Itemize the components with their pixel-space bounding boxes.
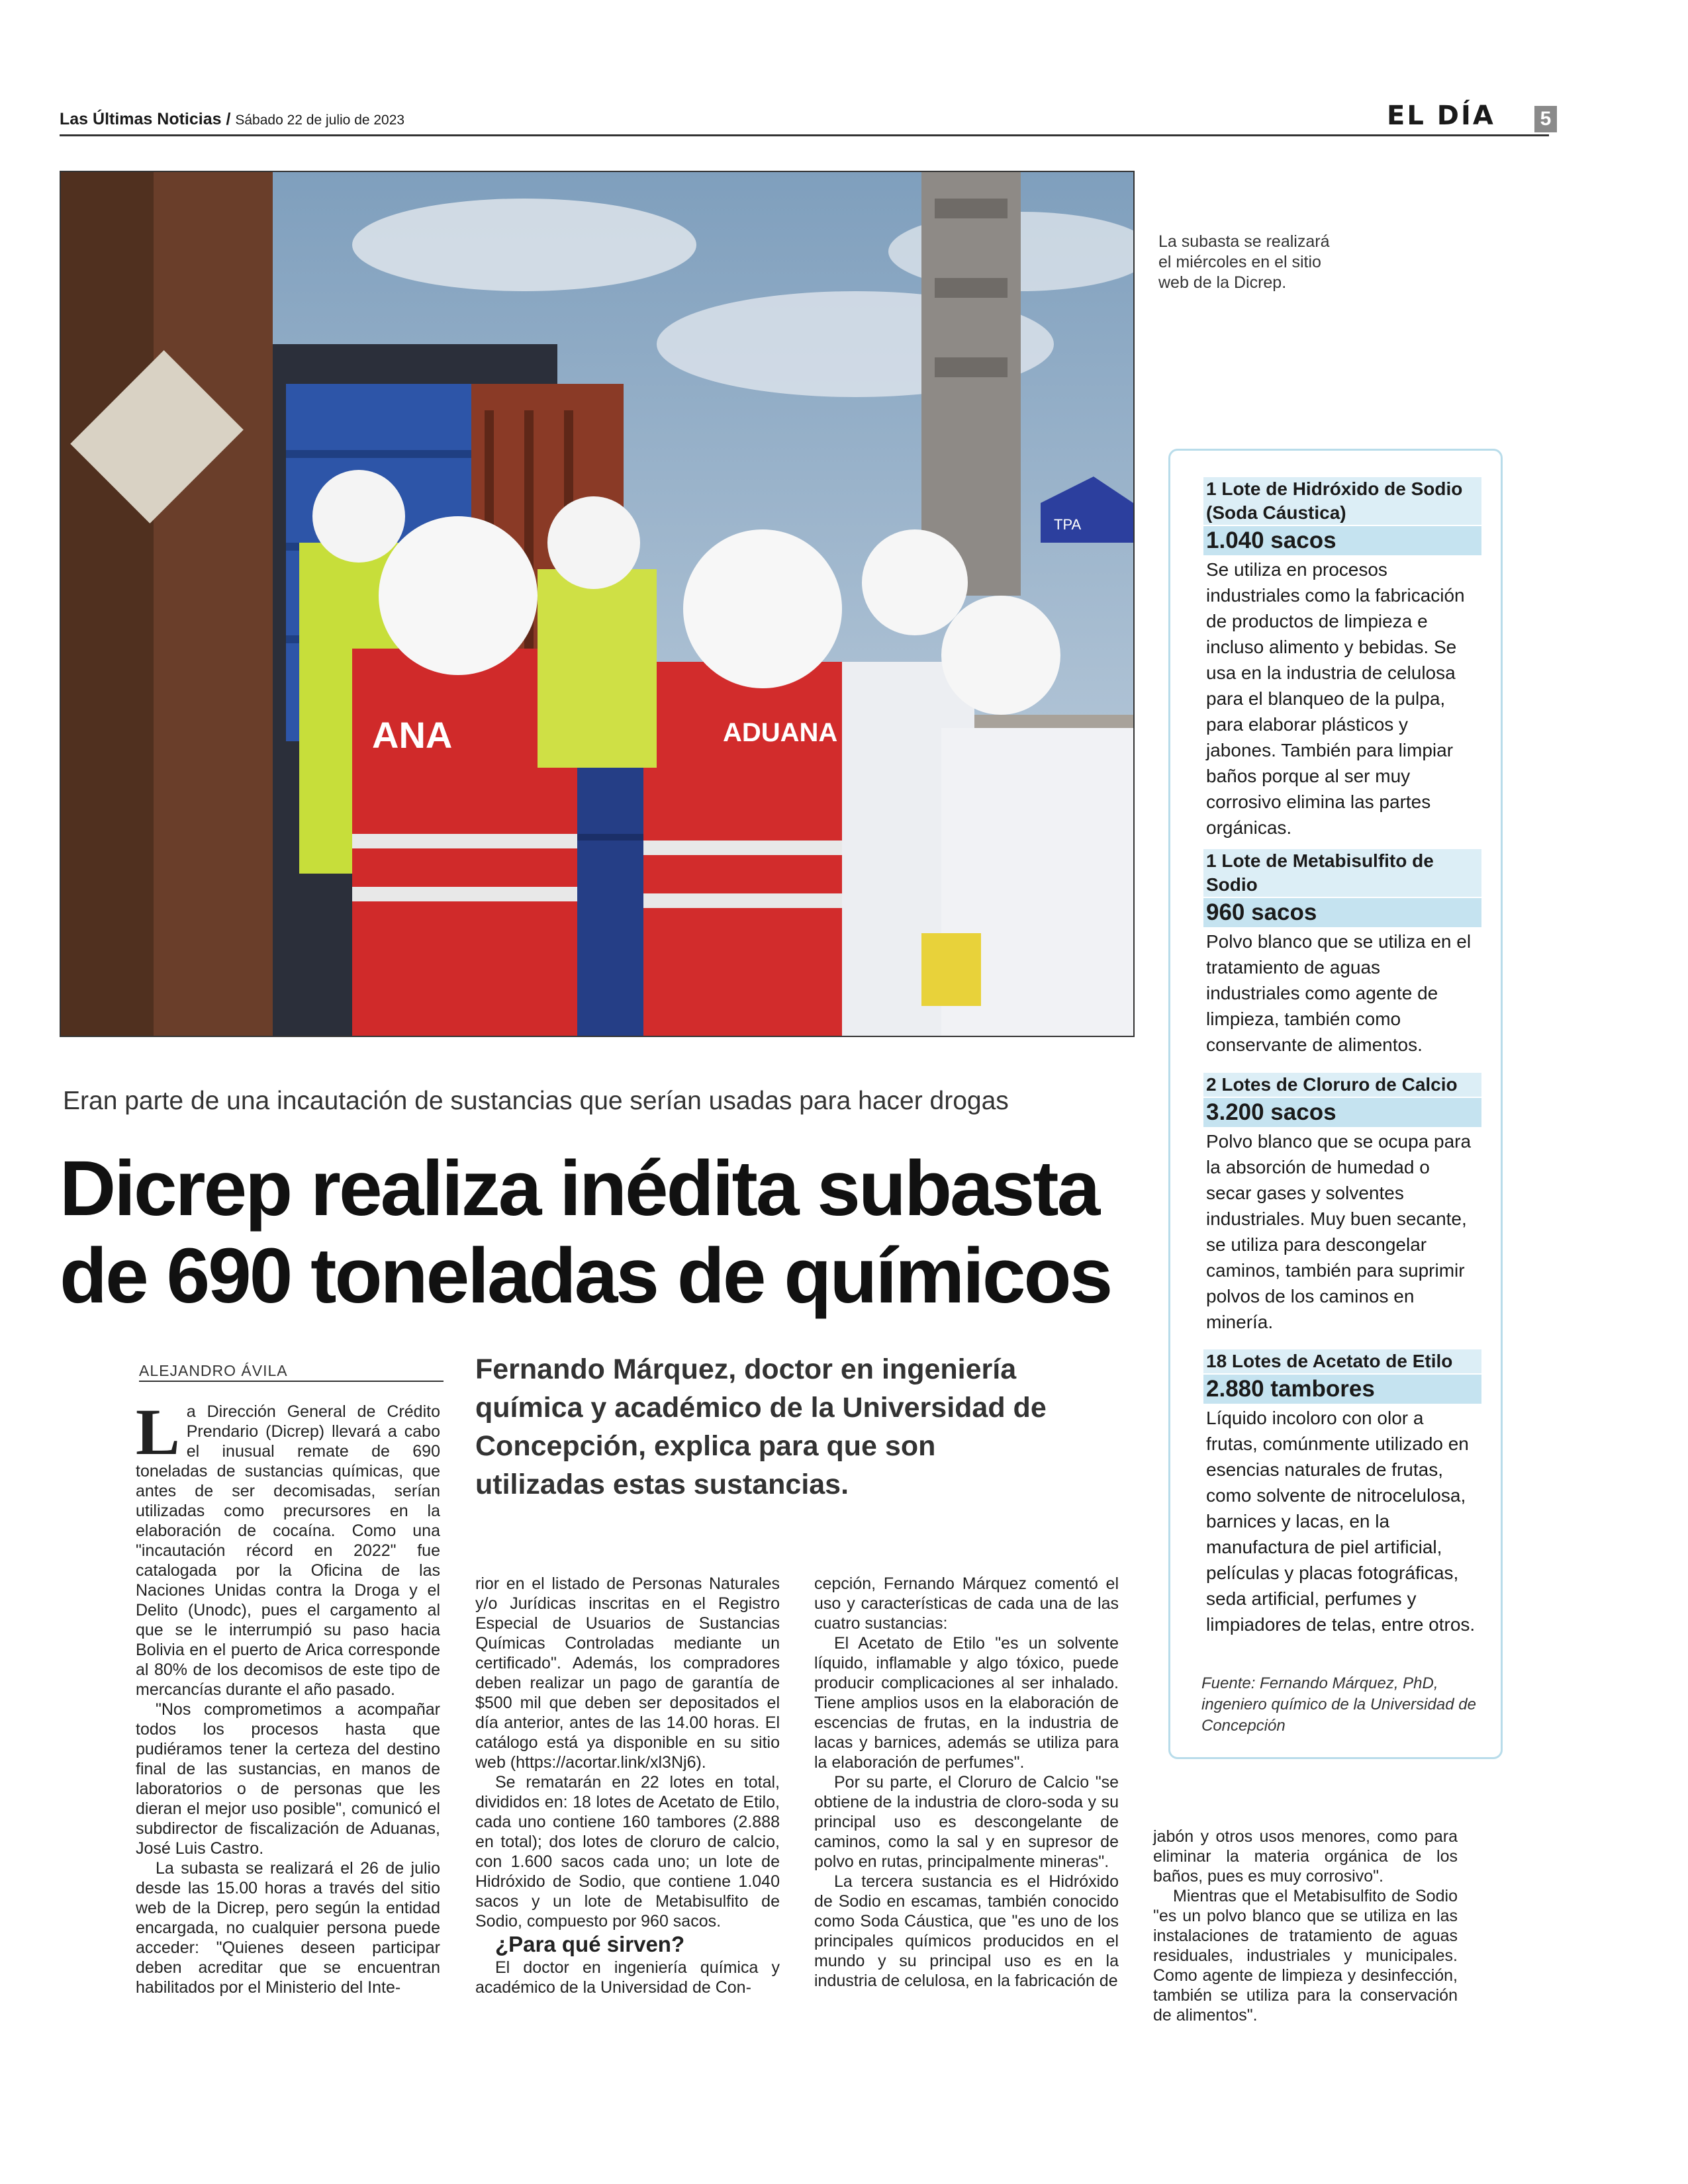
infobox-item-title: 1 Lote de Hidróxido de Sodio (Soda Cáustica) xyxy=(1203,477,1481,525)
vest-label-left: ANA xyxy=(372,714,453,756)
infobox-item-calcium-chloride xyxy=(1203,1073,1481,1335)
drop-cap: L xyxy=(136,1395,180,1469)
byline-rule xyxy=(139,1381,444,1382)
body-column-1 xyxy=(136,1395,440,1997)
body-paragraph: "Nos comprometimos a acompañar todos los procesos hasta que pudiéramos tener la certeza del destino final de las sustancias, en manos de laboratorios o de personas que les dieran el mejor uso posible", comunicó el subdirector de fiscalización de Aduanas, José Luis Castro. xyxy=(136,1700,440,1858)
body-paragraph: Mientras que el Metabisulfito de Sodio "es un polvo blanco que se utiliza en las instalaciones de tratamiento de aguas residuales, industriales y municipales. Como agente de limpieza y desinfección, también se utiliza para la conservación de alimentos". xyxy=(1153,1887,1458,2025)
issue-date: Sábado 22 de julio de 2023 xyxy=(235,113,405,128)
section-name: EL DÍA xyxy=(1387,101,1495,131)
body-paragraph: La subasta se realizará el 26 de julio desde las 15.00 horas a través del sitio web de la Dicrep, pero según la entidad encargada, no cualquier persona puede acceder: "Quienes deseen participar deben acreditar que se encuentran habilitados por el Ministerio del Inte- xyxy=(136,1859,440,1997)
infobox-item-title: 18 Lotes de Acetato de Etilo xyxy=(1203,1349,1481,1373)
infobox-source: Fuente: Fernando Márquez, PhD, ingeniero químico de la Universidad de Concepción xyxy=(1201,1674,1476,1735)
masthead xyxy=(60,110,404,129)
body-paragraph: Por su parte, el Cloruro de Calcio "se obtiene de la industria de cloro-soda y su principal uso es descongelante de caminos, como la sal y en supresor de polvo en rutas, principalmente mineras". xyxy=(814,1773,1119,1871)
headline-line-1: Dicrep realiza inédita subasta xyxy=(60,1145,1099,1232)
infobox-item-count: 3.200 sacos xyxy=(1203,1098,1481,1127)
body-column-2 xyxy=(475,1574,780,1997)
infobox-item-text: Líquido incoloro con olor a frutas, comúnmente utilizado en esencias naturales de frutas, como solvente de nitrocelulosa, barnices y lacas, en la manufactura de piel artificial, películas y placas fotográficas, seda artificial, perfumes y limpiadores de telas, entre otros. xyxy=(1206,1408,1476,1635)
body-paragraph: La Dirección General de Crédito Prendario (Dicrep) llevará a cabo el inusual remate de 690 toneladas de sustancias químicas, que antes de ser decomisadas, serían utilizadas como precursores en la elaboración de cocaína. Como una "incautación récord en 2022" fue catalogada por la Oficina de las Naciones Unidas contra la Droga y el Delito (Unodc), pues el cargamento al que se le interrumpió su paso hacia Bolivia en el puerto de Arica corresponde al 80% de los decomisos de este tipo de mercancías durante el año pasado. xyxy=(136,1395,440,1699)
article-photo xyxy=(60,171,1135,1037)
article-kicker: Eran parte de una incautación de sustancias que serían usadas para hacer drogas xyxy=(63,1087,1009,1115)
tent-logo: TPA xyxy=(1054,516,1082,533)
infobox-item-text: Se utiliza en procesos industriales como la fabricación de productos de limpieza e incluso alimento y bebidas. Se usa en la industria de celulosa para el blanqueo de la pulpa, para elaborar plásticos y jabones. También para limpiar baños porque al ser muy corrosivo elimina las partes orgánicas. xyxy=(1206,559,1465,838)
header-separator: / xyxy=(221,110,236,128)
header-rule xyxy=(60,134,1549,136)
photo-illustration xyxy=(61,172,1133,1036)
body-column-4 xyxy=(1153,1827,1458,2025)
body-paragraph: La tercera sustancia es el Hidróxido de Sodio en escamas, también conocido como Soda Cáustica, que "es uno de los principales químicos producidos en el mundo y su principal uso es en la industria de celulosa, en la fabricación de xyxy=(814,1872,1119,1990)
body-paragraph: El doctor en ingeniería química y académico de la Universidad de Con- xyxy=(475,1958,780,1997)
article-headline xyxy=(60,1145,1152,1320)
infobox-item-count: 1.040 sacos xyxy=(1203,526,1481,555)
infobox-item-title: 1 Lote de Metabisulfito de Sodio xyxy=(1203,849,1481,897)
photo-caption: La subasta se realizará el miércoles en el sitio web de la Dicrep. xyxy=(1158,232,1330,292)
body-paragraph: El Acetato de Etilo "es un solvente líquido, inflamable y algo tóxico, puede producir complicaciones al ser inhalado. Tiene amplios usos en la elaboración de escencias de frutas, en la industria de lacas y barnices, además se utiliza para la elaboración de perfumes". xyxy=(814,1634,1119,1772)
page-number: 5 xyxy=(1534,106,1557,132)
infobox-item-sodium-hydroxide xyxy=(1203,477,1481,841)
substances-infobox xyxy=(1168,449,1503,1759)
paper-name: Las Últimas Noticias xyxy=(60,110,222,128)
vest-label-right: ADUANA xyxy=(723,718,838,747)
body-paragraph: cepción, Fernando Márquez comentó el uso y características de cada una de las cuatro sustancias: xyxy=(814,1574,1119,1633)
infobox-item-text: Polvo blanco que se ocupa para la absorción de humedad o secar gases y solventes industriales. Muy buen secante, se utiliza para descongelar caminos, también para suprimir polvos de los caminos en minería. xyxy=(1206,1131,1472,1332)
infobox-item-title: 2 Lotes de Cloruro de Calcio xyxy=(1203,1073,1481,1097)
infobox-item-count: 960 sacos xyxy=(1203,898,1481,927)
byline: ALEJANDRO ÁVILA xyxy=(139,1362,288,1379)
section-subhead: ¿Para qué sirven? xyxy=(495,1932,685,1956)
lead-paragraph: Fernando Márquez, doctor en ingeniería química y académico de la Universidad de Concepción, explica para que son utilizadas estas sustancias. xyxy=(475,1353,1047,1500)
body-paragraph: rior en el listado de Personas Naturales y/o Jurídicas inscritas en el Registro Especial de Usuarios de Sustancias Químicas Controladas mediante un certificado". Además, los compradores deben realizar un pago de garantía de $500 mil que deben ser depositados el día anterior, antes de las 14.00 horas. El catálogo está ya disponible en su sitio web (https://acortar.link/xl3Nj6). xyxy=(475,1574,780,1772)
body-column-3 xyxy=(814,1574,1119,1991)
body-paragraph: Se rematarán en 22 lotes en total, divididos en: 18 lotes de Acetato de Etilo, cada uno contiene 160 tambores (2.888 en total); dos lotes de cloruro de calcio, con 1.600 sacos cada uno; un lote de Hidróxido de Sodio, que contiene 1.040 sacos y un lote de Metabisulfito de Sodio, compuesto por 960 sacos. xyxy=(475,1773,780,1931)
infobox-item-text: Polvo blanco que se utiliza en el tratamiento de aguas industriales como agente de limpieza, también como conservante de alimentos. xyxy=(1206,931,1472,1055)
infobox-item-ethyl-acetate xyxy=(1203,1349,1481,1637)
body-paragraph: jabón y otros usos menores, como para eliminar la materia orgánica de los baños, pues es muy corrosivo". xyxy=(1153,1827,1458,1886)
infobox-item-sodium-metabisulfite xyxy=(1203,849,1481,1058)
infobox-item-count: 2.880 tambores xyxy=(1203,1375,1481,1404)
headline-line-2: de 690 toneladas de químicos xyxy=(60,1232,1111,1320)
